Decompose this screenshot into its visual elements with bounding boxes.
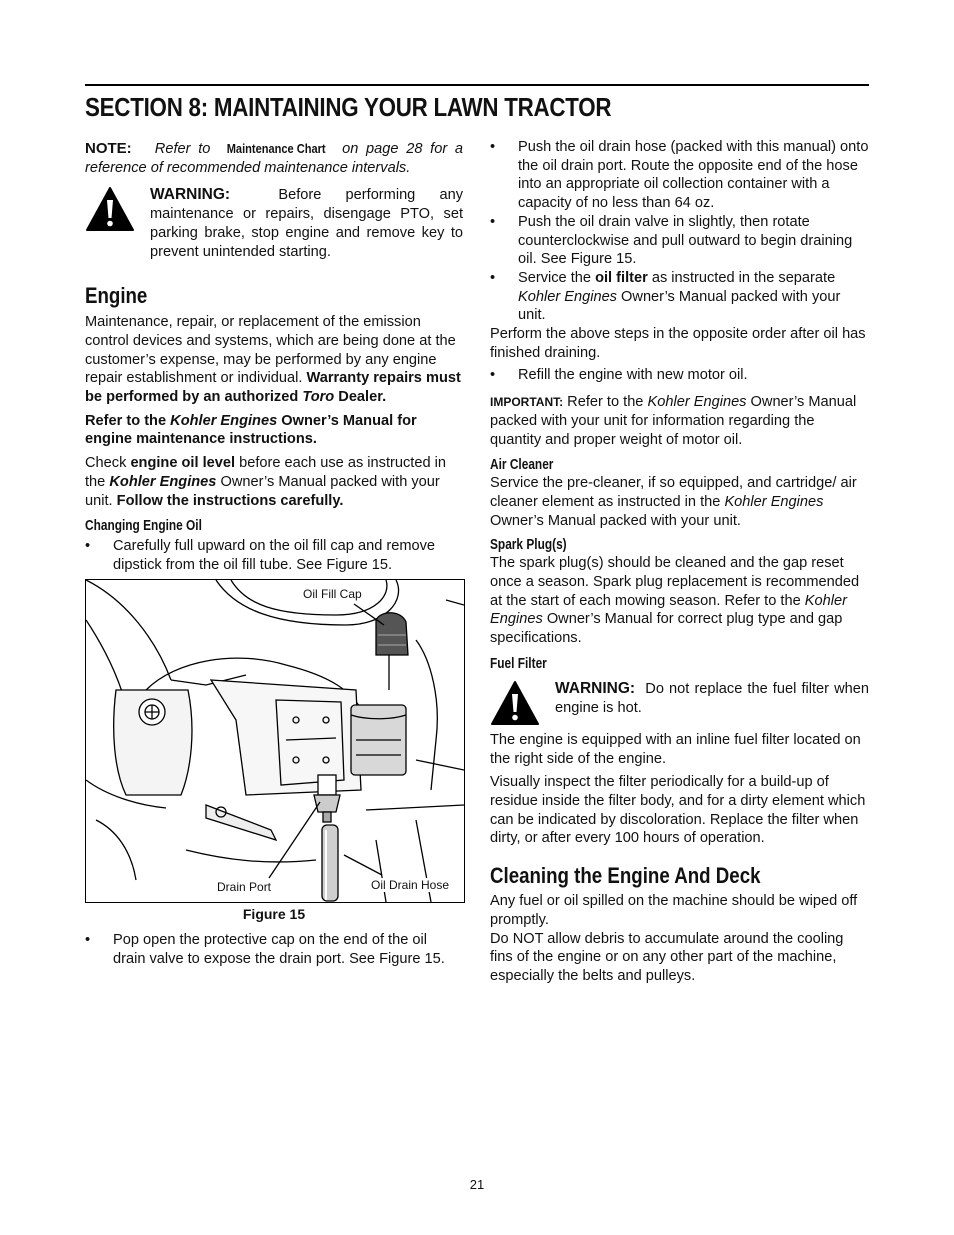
refill-list [490,366,869,385]
oil-level-text: engine oil level [130,455,236,472]
warning-triangle-icon [85,186,135,232]
list-item: • Pop open the protective cap on the end of the oil drain valve to expose the drain port. See Figure 15. [85,931,463,968]
oil-fill-cap-label: Oil Fill Cap [303,586,362,601]
section-title: SECTION 8: MAINTAINING YOUR LAWN TRACTOR [85,92,612,122]
spark-plug-text [490,554,869,648]
cleaning-heading: Cleaning the Engine And Deck [490,863,761,889]
engine-para-1 [85,313,463,407]
fuel-filter-para-1: The engine is equipped with an inline fuel filter located on the right side of the engine. [490,731,861,767]
page-number: 21 [469,1177,485,1192]
warning-label: WARNING: [150,186,231,204]
figure-caption: Figure 15 [242,905,306,922]
dealer-text: Dealer. [338,389,387,406]
changing-oil-heading: Changing Engine Oil [85,518,202,535]
cleaning-para-2: Do NOT allow debris to accumulate around the cooling fins of the engine or on any other part of the machine, especially the belts and pulleys. [490,930,844,984]
list-item [490,269,869,325]
instructed-text: as instructed in the separate [651,269,836,286]
before-use-text: before each use as instructed in the [85,455,446,490]
list-item: • Push the oil drain hose (packed with this manual) onto the oil drain port. Route the opposite end of the hose into an appropriate oil collection container with a capacity of no less than 64 oz. [490,138,869,213]
list-item: • Push the oil drain valve in slightly, then rotate counterclockwise and pull outward to begin draining oil. See Figure 15. [490,213,869,269]
changing-oil-list [85,537,463,574]
engine-illustration [86,580,464,902]
kohler-engines-text: Kohler Engines [490,592,847,628]
toro-text: Toro [302,389,335,406]
refer-text: Refer to the [85,412,167,429]
follow-instructions-text: Follow the instructions carefully. [116,492,344,509]
spark-plug-body: The spark plug(s) should be cleaned and the gap reset once a season. Spark plug replacement is recommended at the start of each mowing season. Refer to the [490,555,860,609]
kohler-engines-text: Kohler Engines [109,473,217,490]
right-column [490,138,869,986]
note-label: NOTE: [85,140,132,157]
warning-block [85,186,463,261]
warning-triangle-icon [490,680,540,726]
fuel-warning-body: Do not replace the fuel filter when engine is hot. [555,680,869,716]
warranty-text: Warranty repairs must be performed by an authorized [85,370,461,406]
left-column [85,140,463,969]
fuel-filter-para-2: Visually inspect the filter periodically for a build-up of residue inside the filter body, and for a dirty element which can be indicated by discoloration. Replace the filter when dirty, or after every 100 hours of operation. [490,774,866,847]
note-text-before: Refer to [154,141,211,157]
warning-label: WARNING: [555,679,636,697]
fuel-warning-block [490,680,869,726]
cleaning-para-1: Any fuel or oil spilled on the machine should be wiped off promptly. [490,893,858,928]
list-item: • Carefully full upward on the oil fill cap and remove dipstick from the oil fill tube. See Figure 15. [85,537,463,574]
air-cleaner-heading: Air Cleaner [490,457,554,474]
warning-body: Before performing any maintenance or repairs, disengage PTO, set parking brake, stop engine and remove key to prevent unintended starting. [150,187,463,260]
oil-filter-text: oil filter [595,269,648,286]
drain-port-label: Drain Port [217,879,272,894]
maintenance-chart-ref: Maintenance Chart [226,141,326,156]
note-paragraph [85,140,463,177]
engine-para-2 [85,412,463,449]
oil-drain-hose-label: Oil Drain Hose [371,877,450,892]
fuel-filter-heading: Fuel Filter [490,655,547,672]
owners-manual-text: Owner’s Manual for engine maintenance instructions. [85,412,417,448]
important-label: IMPORTANT: [490,395,564,410]
air-cleaner-body-rest: Owner’s Manual packed with your unit. [490,512,741,529]
warning-text [150,186,463,261]
spark-plug-body-rest: Owner’s Manual for correct plug type and gap specifications. [490,611,843,647]
drain-valve-list [85,931,463,968]
figure-15 [85,579,465,903]
important-text: Refer to the [567,394,644,411]
important-paragraph [490,393,869,449]
owners-manual-text: Owner’s Manual packed with your unit. [85,473,440,509]
air-cleaner-text [490,474,869,530]
kohler-engines-text: Kohler Engines [170,412,278,429]
section-rule [85,84,869,86]
oil-drain-steps-list [490,138,869,325]
owners-manual-text: Owner’s Manual packed with your unit. [518,288,841,324]
kohler-engines-text: Kohler Engines [647,394,747,411]
note-text-after: on page 28 for a reference of recommended maintenance intervals. [85,141,464,176]
list-item: • Refill the engine with new motor oil. [490,366,869,385]
engine-heading: Engine [85,283,148,309]
air-cleaner-body: Service the pre-cleaner, if so equipped, and cartridge/ air cleaner element as instructed in the [490,475,857,510]
fuel-warning-text [555,680,869,717]
important-text-rest: Owner’s Manual packed with your unit for information regarding the quantity and proper weight of motor oil. [490,394,857,448]
kohler-engines-text: Kohler Engines [724,493,824,510]
service-text: Service the [518,269,592,286]
engine-para-3 [85,454,463,510]
check-text: Check [85,455,127,472]
kohler-engines-text: Kohler Engines [518,288,617,305]
spark-plug-heading: Spark Plug(s) [490,537,567,554]
engine-para-1-text: Maintenance, repair, or replacement of the emission control devices and systems, which are being done at the customer’s expense, may be performed by any engine repair establishment or individual. [85,314,456,387]
perform-steps-text: Perform the above steps in the opposite order after oil has finished draining. [490,326,866,361]
